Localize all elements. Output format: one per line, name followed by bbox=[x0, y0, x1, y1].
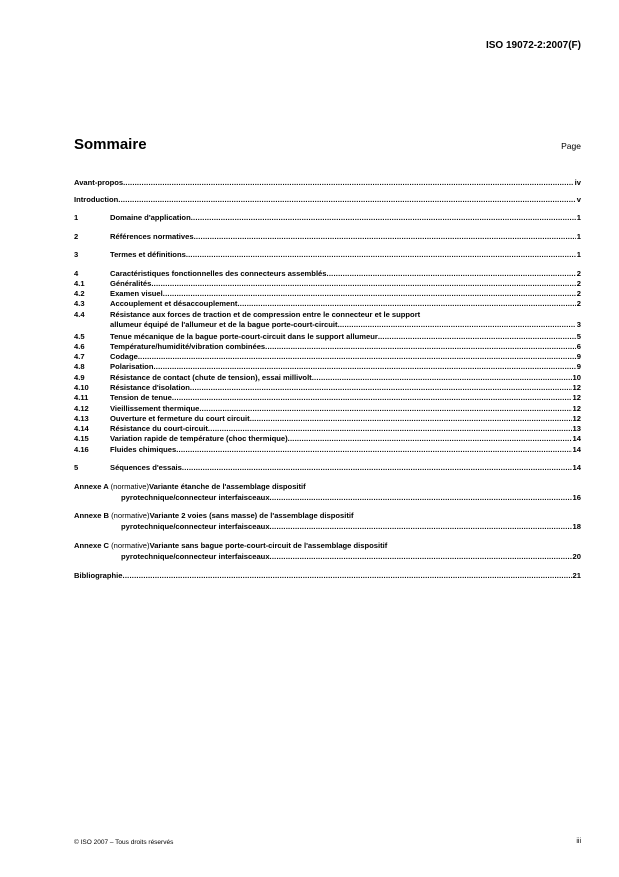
toc-entry[interactable] bbox=[74, 444, 581, 455]
annex-id: Annexe C bbox=[74, 541, 110, 550]
toc-entry-page: 14 bbox=[572, 445, 581, 454]
dot-leader bbox=[176, 444, 571, 455]
toc-entry-title: Examen visuel bbox=[110, 289, 163, 298]
dot-leader bbox=[118, 194, 575, 205]
toc-entry-page: 14 bbox=[572, 463, 581, 472]
dot-leader bbox=[182, 462, 572, 473]
document-id: ISO 19072-2:2007(F) bbox=[485, 40, 581, 51]
toc-entry-title: Caractéristiques fonctionnelles des connecteurs assemblés bbox=[110, 269, 327, 278]
toc-entry-number: 4.1 bbox=[74, 279, 85, 288]
toc-entry-number: 5 bbox=[74, 463, 79, 472]
toc-entry-title: Tenue mécanique de la bague porte-court-circuit dans le support allumeur bbox=[110, 332, 378, 341]
toc-entry-title: Ouverture et fermeture du court circuit bbox=[110, 414, 250, 423]
toc-entry-title: Résistance du court-circuit bbox=[110, 424, 208, 433]
annex-kind: (normative) bbox=[110, 482, 149, 491]
toc-entry[interactable] bbox=[74, 298, 581, 309]
toc-entry-page: 1 bbox=[576, 213, 581, 222]
toc-entry-title: Résistance aux forces de traction et de compression entre le connecteur et le support bbox=[110, 310, 421, 319]
toc-entry-title-continued: pyrotechnique/connecteur interfaisceaux bbox=[121, 522, 270, 531]
toc-entry-page: 13 bbox=[572, 424, 581, 433]
toc-entry-title: Résistance de contact (chute de tension), essai millivolt bbox=[110, 373, 312, 382]
toc-entry[interactable] bbox=[74, 540, 581, 551]
toc-entry-number: 4.11 bbox=[74, 393, 89, 402]
toc-entry-number: 4.12 bbox=[74, 404, 89, 413]
toc-entry-title: Variante étanche de l'assemblage dispositif bbox=[149, 482, 306, 491]
toc-entry-number: 4.15 bbox=[74, 434, 89, 443]
dot-leader bbox=[153, 361, 575, 372]
dot-leader bbox=[270, 551, 572, 562]
toc-entry-title: Variante 2 voies (sans masse) de l'assemblage dispositif bbox=[149, 511, 354, 520]
dot-leader bbox=[270, 521, 572, 532]
toc-entry[interactable] bbox=[74, 481, 581, 492]
toc-entry-page: 2 bbox=[576, 289, 581, 298]
toc-entry-title-continued: pyrotechnique/connecteur interfaisceaux bbox=[121, 493, 270, 502]
dot-leader bbox=[123, 177, 574, 188]
toc-entry-page: 12 bbox=[572, 404, 581, 413]
toc-entry-page: 12 bbox=[572, 393, 581, 402]
toc-entry-page: 1 bbox=[576, 232, 581, 241]
toc-entry-title: Vieillissement thermique bbox=[110, 404, 200, 413]
toc-entry-number: 4.3 bbox=[74, 299, 85, 308]
copyright: © ISO 2007 – Tous droits réservés bbox=[74, 839, 174, 846]
toc-entry-title: Domaine d'application bbox=[110, 213, 191, 222]
toc-entry-number: 4.9 bbox=[74, 373, 85, 382]
toc-entry-page: 1 bbox=[576, 250, 581, 259]
toc-entry-title: Variation rapide de température (choc thermique) bbox=[110, 434, 288, 443]
toc-entry-number: 4.14 bbox=[74, 424, 89, 433]
annex-label bbox=[74, 540, 150, 551]
toc-entry-title: Séquences d'essais bbox=[110, 463, 182, 472]
dot-leader bbox=[288, 433, 572, 444]
annex-kind: (normative) bbox=[111, 511, 150, 520]
toc-entry-continuation[interactable] bbox=[74, 521, 581, 532]
toc-entry-page: 3 bbox=[576, 320, 581, 329]
annex-label bbox=[74, 481, 149, 492]
toc-entry[interactable] bbox=[74, 462, 581, 473]
toc-entry[interactable] bbox=[74, 194, 581, 205]
toc-entry-page: 21 bbox=[572, 571, 581, 580]
toc-entry-title: Bibliographie bbox=[74, 571, 123, 580]
toc-entry-number: 4.13 bbox=[74, 414, 89, 423]
page-column-label: Page bbox=[561, 141, 581, 151]
toc-entry[interactable] bbox=[74, 249, 581, 260]
dot-leader bbox=[194, 231, 576, 242]
annex-id: Annexe B bbox=[74, 511, 110, 520]
toc-entry-title: Résistance d'isolation bbox=[110, 383, 190, 392]
toc-entry-page: 6 bbox=[576, 342, 581, 351]
toc-entry-page: 2 bbox=[576, 299, 581, 308]
toc-entry-title: Généralités bbox=[110, 279, 152, 288]
toc-entry-title: Accouplement et désaccouplement bbox=[110, 299, 238, 308]
toc-entry-page: 16 bbox=[572, 493, 581, 502]
toc-entry-page: 2 bbox=[576, 269, 581, 278]
toc-entry[interactable] bbox=[74, 510, 581, 521]
toc-entry-title: Polarisation bbox=[110, 362, 154, 371]
toc-entry-page: 18 bbox=[572, 522, 581, 531]
toc-entry-page: 10 bbox=[572, 373, 581, 382]
annex-label bbox=[74, 510, 150, 521]
toc-entry-number: 4 bbox=[74, 269, 79, 278]
toc-entry[interactable] bbox=[74, 231, 581, 242]
toc-entry-number: 4.4 bbox=[74, 310, 85, 319]
toc-entry-title-continued: allumeur équipé de l'allumeur et de la bague porte-court-circuit bbox=[110, 320, 338, 329]
toc-entry-title: Tension de tenue bbox=[110, 393, 172, 402]
toc-entry-number: 4.7 bbox=[74, 352, 85, 361]
toc-entry-title: Variante sans bague porte-court-circuit de l'assemblage dispositif bbox=[149, 541, 388, 550]
toc-entry-page: 2 bbox=[576, 279, 581, 288]
toc-entry-number: 4.8 bbox=[74, 362, 85, 371]
toc-entry-page: 12 bbox=[572, 383, 581, 392]
toc-entry-title: Température/humidité/vibration combinées bbox=[110, 342, 266, 351]
dot-leader bbox=[270, 492, 572, 503]
annex-kind: (normative) bbox=[111, 541, 150, 550]
toc-entry-number: 2 bbox=[74, 232, 79, 241]
dot-leader bbox=[123, 570, 572, 581]
toc-entry-page: v bbox=[576, 195, 581, 204]
toc-entry-title: Références normatives bbox=[110, 232, 194, 241]
toc-entry-title: Fluides chimiques bbox=[110, 445, 177, 454]
dot-leader bbox=[172, 392, 572, 403]
toc-entry-number: 4.10 bbox=[74, 383, 89, 392]
toc-entry-page: 14 bbox=[572, 434, 581, 443]
toc-entry-title: Avant-propos bbox=[74, 178, 124, 187]
toc-entry-number: 4.6 bbox=[74, 342, 85, 351]
toc-entry[interactable] bbox=[74, 361, 581, 372]
toc-entry-number: 4.2 bbox=[74, 289, 85, 298]
toc-entry-page: 9 bbox=[576, 352, 581, 361]
toc-entry[interactable] bbox=[74, 570, 581, 581]
toc-entry[interactable] bbox=[74, 212, 581, 223]
toc-entry[interactable] bbox=[74, 433, 581, 444]
toc-entry-page: 5 bbox=[576, 332, 581, 341]
page-number: iii bbox=[576, 838, 581, 845]
toc-title: Sommaire bbox=[74, 136, 147, 153]
dot-leader bbox=[186, 249, 576, 260]
toc-entry-continuation[interactable] bbox=[74, 319, 581, 330]
toc-entry-number: 4.5 bbox=[74, 332, 85, 341]
toc-entry-number: 4.16 bbox=[74, 445, 89, 454]
toc-entry-number: 1 bbox=[74, 213, 79, 222]
toc-entry-page: 20 bbox=[572, 552, 581, 561]
toc-entry-title: Termes et définitions bbox=[110, 250, 186, 259]
toc-entry-page: 12 bbox=[572, 414, 581, 423]
toc-entry-continuation[interactable] bbox=[74, 492, 581, 503]
toc-entry-title-continued: pyrotechnique/connecteur interfaisceaux bbox=[121, 552, 270, 561]
dot-leader bbox=[237, 298, 575, 309]
toc-entry-page: iv bbox=[574, 178, 581, 187]
dot-leader bbox=[191, 212, 576, 223]
annex-id: Annexe A bbox=[74, 482, 109, 491]
dot-leader bbox=[338, 319, 576, 330]
toc-entry-number: 3 bbox=[74, 250, 79, 259]
toc-entry-title: Codage bbox=[110, 352, 138, 361]
toc-entry-continuation[interactable] bbox=[74, 551, 581, 562]
toc-entry-title: Introduction bbox=[74, 195, 119, 204]
toc-entry[interactable] bbox=[74, 392, 581, 403]
toc-entry-page: 9 bbox=[576, 362, 581, 371]
toc-entry[interactable] bbox=[74, 177, 581, 188]
